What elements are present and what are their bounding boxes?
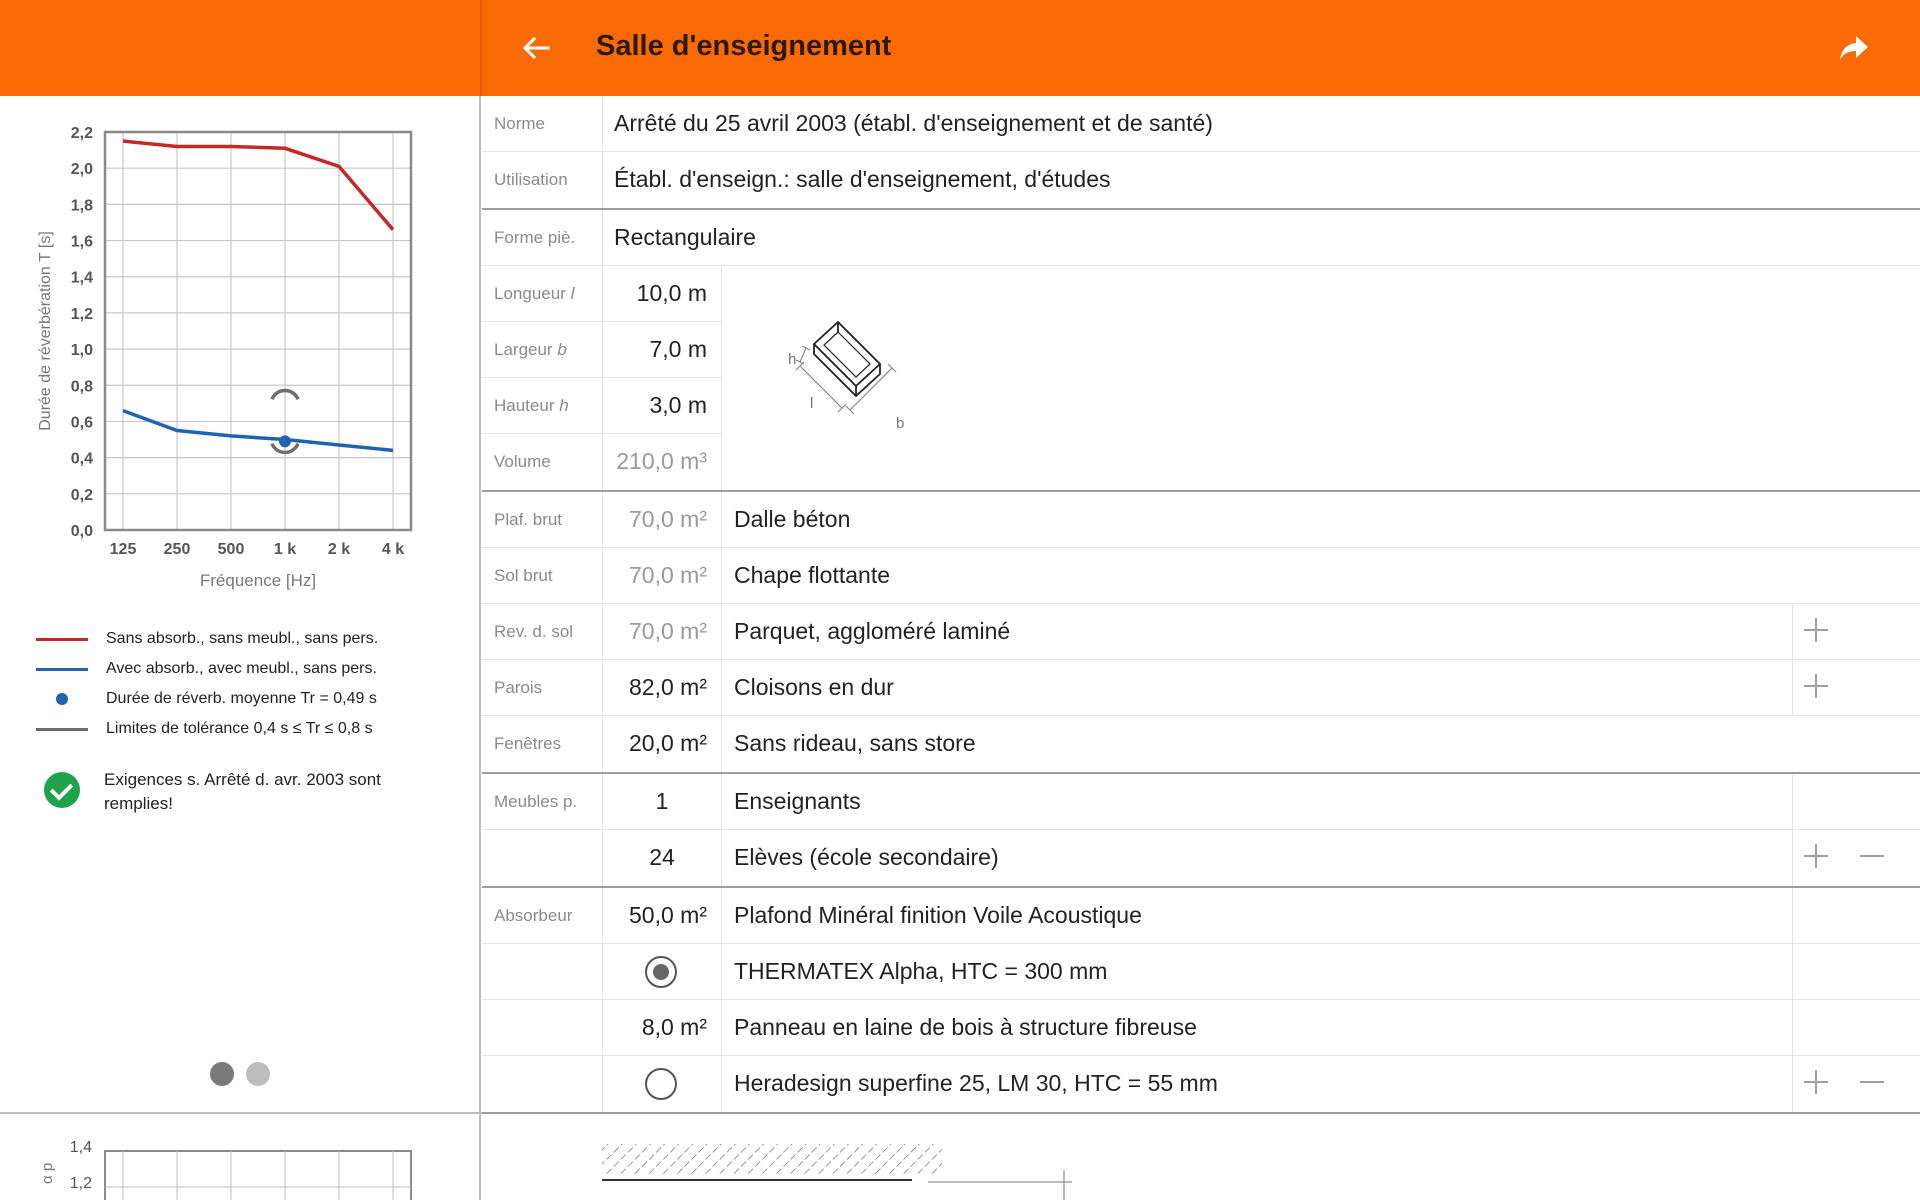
add-icon[interactable]	[1802, 672, 1830, 700]
volume-label: Volume	[494, 452, 551, 471]
volume-value: 210,0 m³	[602, 434, 722, 490]
requirements-text: Exigences s. Arrêté d. avr. 2003 sont remplies!	[104, 770, 381, 813]
mean-point	[279, 435, 291, 447]
legend-item-blue	[36, 654, 378, 684]
largeur-label: Largeur b	[494, 340, 567, 359]
sol-area: 70,0 m²	[602, 548, 722, 604]
absorption-chart	[0, 1114, 480, 1200]
back-button[interactable]	[516, 28, 556, 68]
row-meubles-2[interactable]	[482, 830, 1920, 886]
sketch-b-label: b	[896, 415, 905, 432]
plafond-value[interactable]: Dalle béton	[734, 506, 851, 532]
x-tick-label: 250	[163, 541, 191, 558]
plot-frame	[105, 132, 411, 530]
y-tick-label: 0,0	[70, 523, 93, 540]
row-absorbeur-3[interactable]	[482, 1000, 1920, 1056]
meubles-value[interactable]: Enseignants	[734, 788, 861, 814]
row-hauteur[interactable]	[482, 378, 722, 434]
meubles-value[interactable]: Elèves (école secondaire)	[734, 844, 999, 870]
x-tick-label: 500	[217, 541, 245, 558]
absorbeur-area[interactable]: 8,0 m²	[602, 1000, 722, 1056]
action-column	[1792, 888, 1920, 944]
row-plafond[interactable]	[482, 492, 1920, 548]
radio-cell	[602, 1056, 722, 1112]
plafond-label: Plaf. brut	[494, 510, 563, 529]
chart-legend	[36, 624, 378, 744]
y-tick-label: 2,2	[70, 125, 93, 142]
norme-label: Norme	[494, 114, 546, 133]
row-absorbeur-4[interactable]	[482, 1056, 1920, 1112]
utilisation-label: Utilisation	[494, 170, 568, 189]
hatched-slab	[602, 1144, 942, 1174]
absorbeur-product[interactable]: Heradesign superfine 25, LM 30, HTC = 55 mm	[734, 1070, 1218, 1096]
y-tick-label: 1,2	[70, 305, 93, 323]
plafond-area: 70,0 m²	[602, 492, 722, 548]
row-meubles-1[interactable]	[482, 774, 1920, 830]
check-circle-icon	[44, 772, 80, 808]
chart2-frame	[105, 1151, 411, 1200]
chart-panel	[0, 96, 481, 1200]
y-tick-label: 2,0	[70, 161, 93, 179]
row-revetement[interactable]	[482, 604, 1920, 660]
radio-selected[interactable]	[645, 956, 677, 988]
chart2-tick-1-4: 1,4	[69, 1139, 92, 1156]
legend-label-red: Sans absorb., sans meubl., sans pers.	[106, 630, 379, 647]
action-column	[1792, 1000, 1920, 1056]
row-forme[interactable]	[482, 210, 1920, 266]
row-absorbeur-2[interactable]	[482, 944, 1920, 1000]
revetement-area: 70,0 m²	[602, 604, 722, 660]
legend-label-blue: Avec absorb., avec meubl., sans pers.	[106, 660, 377, 677]
sol-label: Sol brut	[494, 566, 553, 585]
chart2-ylabel: α p	[39, 1162, 56, 1184]
absorbeur-label: Absorbeur	[494, 906, 573, 925]
app-bar-divider	[480, 0, 482, 96]
largeur-value[interactable]: 7,0 m	[602, 322, 722, 378]
x-tick-label: 2 k	[327, 541, 351, 558]
radio-unselected[interactable]	[645, 1068, 677, 1100]
x-tick-label: 125	[109, 541, 137, 558]
reverberation-chart	[0, 96, 480, 616]
absorbeur-value[interactable]: Plafond Minéral finition Voile Acoustique	[734, 902, 1142, 928]
legend-item-mean	[36, 684, 378, 714]
share-button[interactable]	[1836, 30, 1872, 66]
row-norme[interactable]	[482, 96, 1920, 152]
row-utilisation[interactable]	[482, 152, 1920, 208]
fenetres-value[interactable]: Sans rideau, sans store	[734, 730, 976, 756]
page-dot-1[interactable]	[210, 1062, 234, 1086]
meubles-label: Meubles p.	[494, 792, 578, 811]
parois-label: Parois	[494, 678, 543, 697]
row-parois[interactable]	[482, 660, 1920, 716]
action-column	[1792, 944, 1920, 1000]
longueur-value[interactable]: 10,0 m	[602, 266, 722, 322]
legend-label-tolerance: Limites de tolérance 0,4 s ≤ Tr ≤ 0,8 s	[106, 720, 373, 737]
parois-area[interactable]: 82,0 m²	[602, 660, 722, 716]
add-icon[interactable]	[1802, 1068, 1830, 1096]
series-line-blue	[123, 411, 393, 451]
row-sol[interactable]	[482, 548, 1920, 604]
y-tick-label: 1,0	[70, 342, 93, 360]
add-icon[interactable]	[1802, 616, 1830, 644]
y-tick-label: 0,8	[70, 378, 93, 396]
legend-item-red	[36, 624, 378, 654]
revetement-label: Rev. d. sol	[494, 622, 574, 641]
page-title: Salle d'enseignement	[596, 30, 892, 62]
longueur-label: Longueur l	[494, 284, 575, 303]
y-tick-label: 1,8	[70, 197, 93, 215]
y-tick-label: 0,6	[70, 414, 93, 432]
share-icon	[1836, 30, 1872, 66]
legend-swatch-grey	[36, 728, 88, 731]
legend-label-mean: Durée de réverb. moyenne Tr = 0,49 s	[106, 690, 377, 707]
y-axis-label: Durée de réverbération T [s]	[37, 231, 54, 431]
norme-value: Arrêté du 25 avril 2003 (établ. d'enseignement et de santé)	[614, 110, 1213, 136]
x-tick-label: 1 k	[273, 541, 297, 558]
legend-item-tolerance	[36, 714, 378, 744]
remove-icon[interactable]	[1858, 1068, 1886, 1096]
forme-label: Forme piè.	[494, 228, 576, 247]
utilisation-value: Établ. d'enseign.: salle d'enseignement, d'études	[614, 166, 1111, 192]
room-dimension-sketch	[788, 314, 938, 436]
x-tick-label: 4 k	[381, 541, 405, 558]
meubles-count[interactable]: 24	[602, 830, 722, 886]
row-largeur[interactable]	[482, 322, 722, 378]
radio-cell	[602, 944, 722, 1000]
x-axis-label: Fréquence [Hz]	[199, 571, 317, 590]
absorber-section-sketch	[482, 1114, 1082, 1200]
add-icon[interactable]	[1802, 842, 1830, 870]
sketch-h-label: h	[788, 351, 797, 368]
absorbeur-value[interactable]: Panneau en laine de bois à structure fibreuse	[734, 1014, 1197, 1040]
sol-value[interactable]: Chape flottante	[734, 562, 891, 588]
legend-dot	[36, 693, 88, 705]
action-column	[1792, 774, 1920, 830]
absorbeur-product[interactable]: THERMATEX Alpha, HTC = 300 mm	[734, 958, 1108, 984]
series-line-red	[123, 141, 393, 230]
hauteur-label: Hauteur h	[494, 396, 569, 415]
page-dot-2[interactable]	[246, 1062, 270, 1086]
room-parameters	[482, 96, 1920, 1113]
y-tick-label: 0,4	[70, 450, 93, 468]
app-bar	[0, 0, 1920, 96]
y-tick-label: 0,2	[70, 486, 93, 504]
remove-icon[interactable]	[1858, 842, 1886, 870]
legend-swatch-red	[36, 638, 88, 641]
legend-swatch-blue	[36, 668, 88, 671]
requirements-status	[44, 768, 404, 816]
arrow-left-icon	[516, 28, 556, 68]
hauteur-value[interactable]: 3,0 m	[602, 378, 722, 434]
y-tick-label: 1,6	[70, 233, 93, 251]
y-tick-label: 1,4	[70, 269, 93, 287]
page-indicator	[210, 1062, 270, 1086]
forme-value: Rectangulaire	[614, 224, 756, 250]
row-absorbeur-1[interactable]	[482, 888, 1920, 944]
parois-value[interactable]: Cloisons en dur	[734, 674, 894, 700]
row-volume	[482, 434, 722, 490]
fenetres-area[interactable]: 20,0 m²	[602, 716, 722, 772]
meubles-count[interactable]: 1	[602, 774, 722, 830]
absorbeur-area[interactable]: 50,0 m²	[602, 888, 722, 944]
fenetres-label: Fenêtres	[494, 734, 562, 753]
chart2-tick-1-2: 1,2	[69, 1175, 92, 1192]
sketch-l-label: l	[810, 395, 814, 412]
row-longueur[interactable]	[482, 266, 722, 322]
revetement-value[interactable]: Parquet, aggloméré laminé	[734, 618, 1011, 644]
row-fenetres[interactable]	[482, 716, 1920, 772]
